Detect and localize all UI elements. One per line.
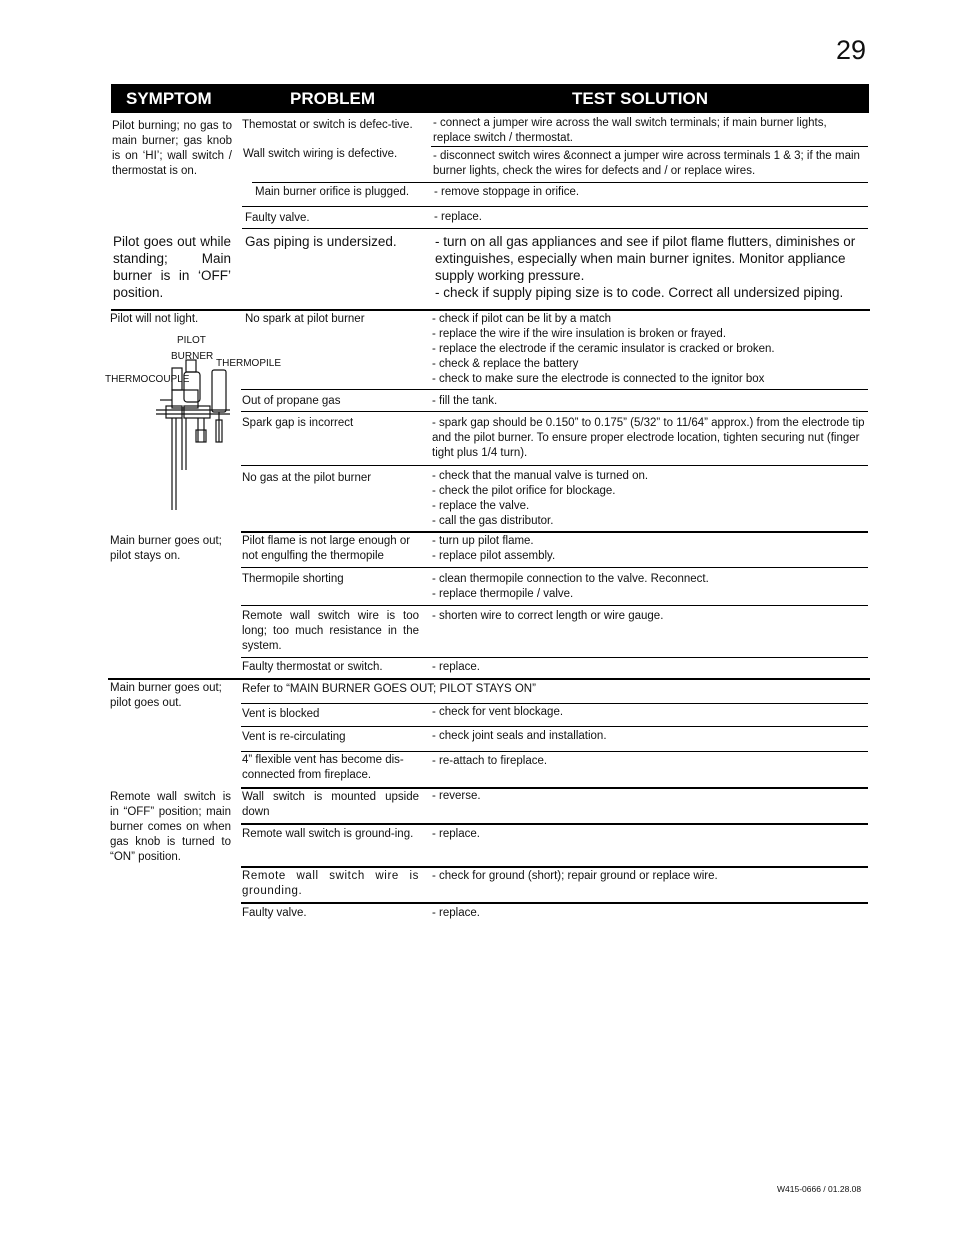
solution-line: - clean thermopile connection to the valve. Reconnect. xyxy=(432,573,709,585)
diagram-label: THERMOCOUPLE xyxy=(105,374,190,385)
problem-text: Gas piping is undersized. xyxy=(245,234,397,249)
row-divider xyxy=(241,823,868,825)
problem-text: Faulty valve. xyxy=(245,212,310,224)
document-code: W415-0666 / 01.28.08 xyxy=(777,1184,862,1194)
problem-text: No spark at pilot burner xyxy=(245,313,365,325)
header-symptom: SYMPTOM xyxy=(126,89,212,108)
problem-text: Themostat or switch is defec-tive. xyxy=(242,119,413,131)
section-divider xyxy=(111,309,870,311)
problem-text: Remote wall switch wire is too long; too much resistance in the system. xyxy=(242,610,419,652)
problem-text: Remote wall switch is ground-ing. xyxy=(242,828,414,840)
solution-text xyxy=(432,312,868,387)
page-number: 29 xyxy=(836,35,867,65)
problem-text: No gas at the pilot burner xyxy=(242,472,372,484)
problem-text: 4” flexible vent has become dis-connected from fireplace. xyxy=(242,754,404,781)
solution-line: - call the gas distributor. xyxy=(432,515,554,527)
solution-text: - check for ground (short); repair ground or replace wire. xyxy=(432,870,718,882)
solution-line: - replace thermopile / valve. xyxy=(432,588,574,600)
solution-line: - check & replace the battery xyxy=(432,358,579,370)
row-divider xyxy=(242,228,868,229)
problem-text: Refer to “MAIN BURNER GOES OUT; PILOT STAYS ON” xyxy=(242,683,536,695)
solution-line: - check if supply piping size is to code. Correct all undersized piping. xyxy=(435,285,844,300)
problem-text: Spark gap is incorrect xyxy=(242,417,354,429)
row-divider xyxy=(241,726,868,727)
solution-text xyxy=(435,233,871,301)
solution-line: - turn up pilot flame. xyxy=(432,535,534,547)
solution-text: - check for vent blockage. xyxy=(432,706,564,718)
header-solution: TEST SOLUTION xyxy=(572,89,708,108)
symptom-text: Pilot will not light. xyxy=(110,313,199,325)
problem-text: Remote wall switch wire is grounding. xyxy=(242,870,419,897)
solution-text xyxy=(432,572,868,602)
problem-text: Vent is re-circulating xyxy=(242,731,346,743)
solution-text xyxy=(432,469,868,529)
row-divider xyxy=(241,902,868,904)
solution-text: - replace. xyxy=(432,907,480,919)
solution-line: - replace pilot assembly. xyxy=(432,550,556,562)
row-divider xyxy=(241,751,868,752)
row-divider xyxy=(241,389,868,390)
row-divider xyxy=(242,206,868,207)
row-divider xyxy=(241,567,868,568)
row-divider xyxy=(431,146,868,147)
solution-text: - replace. xyxy=(432,828,480,840)
solution-text: - replace. xyxy=(432,661,480,673)
row-divider xyxy=(241,657,868,658)
symptom-text: Pilot goes out while standing; Main burner is in ‘OFF’ position. xyxy=(113,234,231,300)
solution-text: - reverse. xyxy=(432,790,481,802)
solution-line: - replace the wire if the wire insulation is broken or frayed. xyxy=(432,328,727,340)
solution-line: - check to make sure the electrode is connected to the ignitor box xyxy=(432,373,765,385)
solution-text xyxy=(432,534,868,564)
symptom-text: Main burner goes out; pilot stays on. xyxy=(110,535,222,562)
diagram-label: THERMOPILE xyxy=(216,358,282,369)
problem-text: Wall switch is mounted upside down xyxy=(242,791,419,818)
solution-text: - spark gap should be 0.150” to 0.175” (5/32” to 11/64” approx.) from the electrode tip and the pilot burner. To ensure proper electrode location, tighten securing nut (finger tight plus 1/4 turn). xyxy=(432,417,865,459)
row-divider xyxy=(241,605,868,606)
solution-line: - check the pilot orifice for blockage. xyxy=(432,485,616,497)
solution-text: - shorten wire to correct length or wire gauge. xyxy=(432,610,664,622)
row-divider xyxy=(241,703,868,704)
diagram-label: PILOT xyxy=(177,335,206,346)
solution-text: - disconnect switch wires &connect a jumper wire across terminals 1 & 3; if the main burner lights, check the wires for defects and / or replace wires. xyxy=(433,150,860,177)
row-divider xyxy=(241,465,868,466)
solution-text: - check joint seals and installation. xyxy=(432,730,607,742)
problem-text: Out of propane gas xyxy=(242,395,341,407)
problem-text: Thermopile shorting xyxy=(242,573,344,585)
row-divider xyxy=(252,182,868,183)
section-divider xyxy=(108,678,870,680)
solution-text: - connect a jumper wire across the wall switch terminals; if main burner lights, replace switch / thermostat. xyxy=(433,117,827,144)
row-divider xyxy=(241,866,868,868)
problem-text: Faulty valve. xyxy=(242,907,307,919)
symptom-text: Remote wall switch is in “OFF” position; main burner comes on when gas knob is turned to “ON” position. xyxy=(110,791,231,863)
row-divider xyxy=(241,411,868,412)
problem-text: Faulty thermostat or switch. xyxy=(242,661,383,673)
section-divider xyxy=(241,531,868,533)
solution-text: - replace. xyxy=(434,211,482,223)
solution-text: - re-attach to fireplace. xyxy=(432,755,548,767)
solution-line: - turn on all gas appliances and see if pilot flame flutters, diminishes or extinguishes, especially when main burner ignites. Monitor appliance supply working pressure. xyxy=(435,234,856,283)
header-problem: PROBLEM xyxy=(290,89,375,108)
solution-line: - replace the valve. xyxy=(432,500,530,512)
diagram-label: BURNER xyxy=(171,351,214,362)
table-header xyxy=(111,84,869,113)
symptom-text: Pilot burning; no gas to main burner; gas knob is on ‘HI’; wall switch / thermostat is on. xyxy=(112,120,232,177)
solution-text: - fill the tank. xyxy=(432,395,498,407)
problem-text: Main burner orifice is plugged. xyxy=(255,186,410,198)
solution-line: - check that the manual valve is turned on. xyxy=(432,470,649,482)
solution-line: - replace the electrode if the ceramic insulator is cracked or broken. xyxy=(432,343,775,355)
symptom-text: Main burner goes out; pilot goes out. xyxy=(110,682,222,709)
solution-text: - remove stoppage in orifice. xyxy=(434,186,580,198)
problem-text: Pilot flame is not large enough or not engulfing the thermopile xyxy=(242,535,411,562)
solution-line: - check if pilot can be lit by a match xyxy=(432,313,611,325)
problem-text: Wall switch wiring is defective. xyxy=(243,148,398,160)
problem-text: Vent is blocked xyxy=(242,708,320,720)
